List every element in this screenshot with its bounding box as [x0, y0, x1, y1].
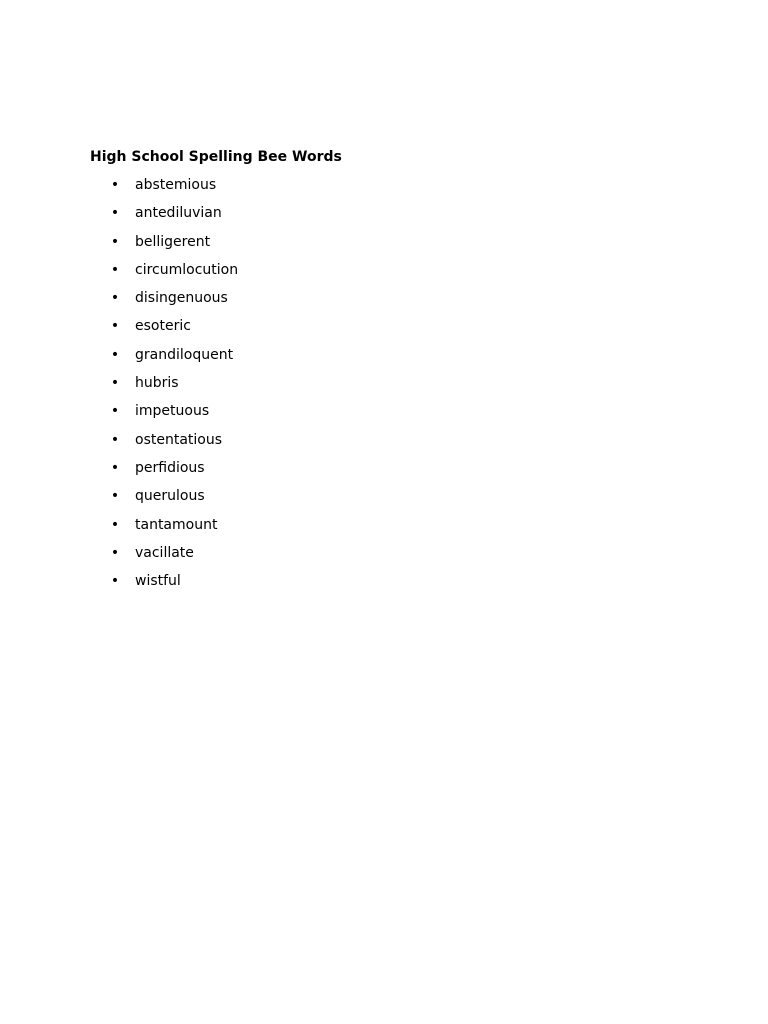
list-item	[90, 260, 690, 288]
document-body	[90, 147, 690, 599]
bullet-icon: •	[110, 177, 120, 193]
bullet-icon: •	[110, 459, 120, 476]
list-item	[90, 458, 690, 486]
list-item-text: tantamount	[135, 516, 218, 533]
list-item-text: hubris	[135, 375, 179, 392]
list-item-text: grandiloquent	[135, 346, 234, 363]
bullet-icon: •	[110, 431, 120, 448]
list-item	[90, 571, 690, 599]
bullet-icon: •	[110, 261, 120, 278]
list-item	[90, 430, 690, 458]
list-item-text: disingenuous	[135, 290, 228, 307]
list-item-text: impetuous	[135, 403, 210, 420]
list-item	[90, 175, 690, 203]
list-item-text: querulous	[135, 488, 205, 505]
list-item	[90, 401, 690, 429]
bullet-icon: •	[110, 516, 120, 533]
list-item	[90, 203, 690, 231]
bullet-icon: •	[110, 233, 120, 250]
list-item-text: perfidious	[135, 459, 205, 476]
word-list	[90, 175, 690, 599]
list-item-text: wistful	[135, 573, 181, 590]
list-item-text: antediluvian	[135, 205, 222, 222]
list-item	[90, 288, 690, 316]
bullet-icon: •	[110, 318, 120, 335]
bullet-icon: •	[110, 544, 120, 561]
list-item-text: ostentatious	[135, 431, 223, 448]
bullet-icon: •	[110, 375, 120, 392]
list-item	[90, 232, 690, 260]
list-item-text: circumlocution	[135, 261, 239, 278]
list-item-text: esoteric	[135, 318, 191, 335]
list-item	[90, 543, 690, 571]
bullet-icon: •	[110, 346, 120, 363]
bullet-icon: •	[110, 290, 120, 307]
bullet-icon: •	[110, 573, 120, 590]
bullet-icon: •	[110, 403, 120, 420]
list-item	[90, 373, 690, 401]
list-item	[90, 345, 690, 373]
bullet-icon: •	[110, 488, 120, 505]
page-title: High School Spelling Bee Words	[90, 149, 342, 165]
bullet-icon: •	[110, 205, 120, 222]
list-item	[90, 316, 690, 344]
list-item	[90, 486, 690, 514]
list-item-text: abstemious	[135, 177, 217, 193]
list-item-text: vacillate	[135, 544, 194, 561]
list-item	[90, 515, 690, 543]
list-item-text: belligerent	[135, 233, 211, 250]
